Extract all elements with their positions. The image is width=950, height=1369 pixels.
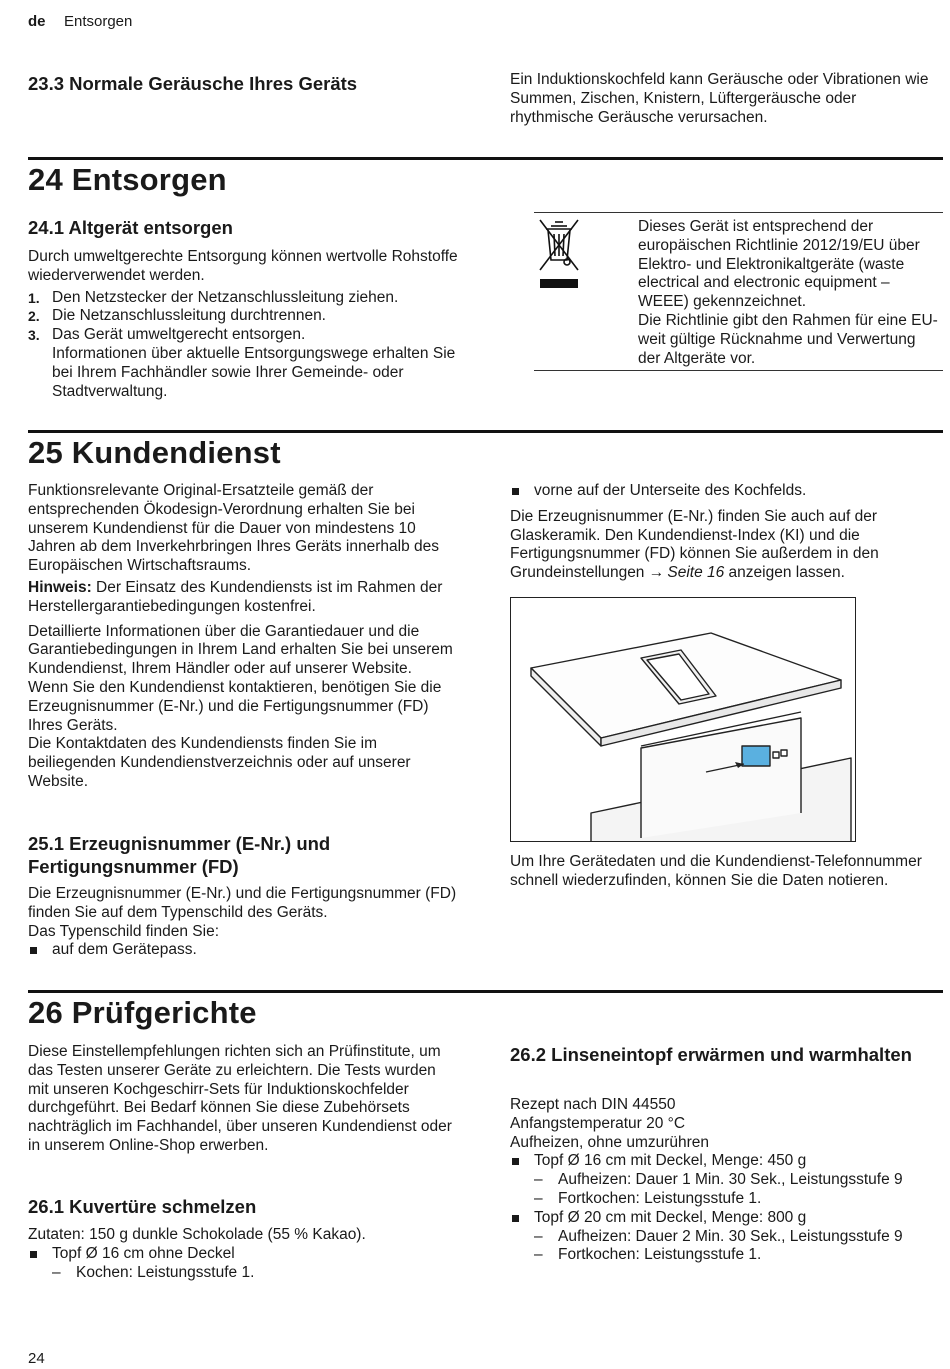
rating-plate-location-intro: Das Typenschild finden Sie: <box>28 922 219 940</box>
service-p1: Funktionsrelevante Original-Ersatzteile gemäß der entsprechenden Ökodesign-Verordnung erhalten Sie bei unserem Kundendienst für die Dauer von mindestens 10 Jahren ab dem Inverkehrbringen Ihres Geräts innerhalb des Europäischen Wirtschaftsraums. <box>28 482 439 575</box>
service-left-column <box>28 482 460 792</box>
rating-plate-text: Die Erzeugnisnummer (E-Nr.) und die Fertigungsnummer (FD) finden Sie auf dem Typenschild des Geräts. <box>28 885 457 921</box>
weee-text <box>638 218 938 368</box>
lentil-start-temp: Anfangstemperatur 20 °C <box>510 1114 686 1132</box>
disposal-intro: Durch umweltgerechte Entsorgung können wertvolle Rohstoffe wiederverwendet werden. <box>28 248 458 284</box>
section-25-1-heading: 25.1 Erzeugnisnummer (E-Nr.) und Fertigungsnummer (FD) <box>28 833 331 877</box>
header-language: de <box>28 13 46 30</box>
lentil-heating-note: Aufheizen, ohne umzurühren <box>510 1133 710 1151</box>
service-p4: Die Kontaktdaten des Kundendiensts finden Sie im beiliegenden Kundendienstverzeichnis oder auf unserer Website. <box>28 735 411 790</box>
link-arrow-icon: → <box>648 564 665 582</box>
list-item: – Fortkochen: Leistungsstufe 1. <box>510 1246 942 1265</box>
couverture-ingredients: Zutaten: 150 g dunkle Schokolade (55 % Kakao). <box>28 1226 366 1243</box>
chapter-24-heading: 24 Entsorgen <box>28 162 227 197</box>
section-26-1-heading: 26.1 Kuvertüre schmelzen <box>28 1196 257 1217</box>
section-24-1-body <box>28 248 458 401</box>
test-dishes-intro: Diese Einstellempfehlungen richten sich an Prüfinstitute, um das Testen unserer Geräte zu erleichtern. Die Tests wurden mit unseren Kochgeschirr-Sets für Induktionskochfelder durchgeführt. Bei Bedarf können Sie diese Zubehörsets nachträglich im Fachhandel, über unseren Kundendienst oder in unserem Online-Shop erwerben. <box>28 1043 452 1154</box>
page-header <box>28 13 132 31</box>
section-23-3-text: Ein Induktionskochfeld kann Geräusche oder Vibrationen wie Summen, Zischen, Knistern, Lüftergeräusche oder rhythmische Geräusche verursachen. <box>510 71 929 126</box>
e-number-text: Die Erzeugnisnummer (E-Nr.) finden Sie auch auf der Glaskeramik. Den Kundendienst-Index (KI) und die Fertigungsnummer (FD) können Sie außerdem in den Grundeinstellungen → Seite 16 anzeigen lassen. <box>510 507 879 582</box>
disposal-step: 2. Die Netzanschlussleitung durchtrennen. <box>28 307 326 325</box>
page-number: 24 <box>28 1350 45 1367</box>
chapter-25-rule <box>28 430 943 433</box>
list-item: Topf Ø 16 cm ohne Deckel – Kochen: Leistungsstufe 1. <box>28 1245 460 1283</box>
disposal-step: 1. Den Netzstecker der Netzanschlussleitung ziehen. <box>28 288 399 306</box>
list-item: – Fortkochen: Leistungsstufe 1. <box>510 1190 942 1209</box>
service-right-column <box>510 482 940 583</box>
lentil-list <box>510 1152 942 1265</box>
weee-text-2: Die Richtlinie gibt den Rahmen für eine EU-weit gültige Rücknahme und Verwertung der Altgeräte vor. <box>638 311 938 367</box>
section-26-2-body <box>510 1096 942 1265</box>
page-reference-link[interactable]: Seite 16 <box>667 564 725 582</box>
chapter-26-rule <box>28 990 943 993</box>
list-item: – Aufheizen: Dauer 2 Min. 30 Sek., Leistungsstufe 9 <box>510 1228 942 1247</box>
weee-text-1: Dieses Gerät ist entsprechend der europäischen Richtlinie 2012/19/EU über Elektro- und Elektronikaltgeräte (waste electrical and electronic equipment – WEEE) gekennzeichnet. <box>638 218 920 311</box>
cooktop-drawing <box>511 598 856 842</box>
couverture-list <box>28 1245 460 1283</box>
list-item: Topf Ø 20 cm mit Deckel, Menge: 800 g – Aufheizen: Dauer 2 Min. 30 Sek., Leistungsstufe 9 – Fortkochen: Leistungsstufe 1. <box>510 1209 942 1265</box>
lentil-recipe-line: Rezept nach DIN 44550 <box>510 1096 676 1113</box>
list-item: vorne auf der Unterseite des Kochfelds. <box>510 482 940 501</box>
section-26-1-body <box>28 1226 460 1282</box>
section-26-2-heading: 26.2 Linseneintopf erwärmen und warmhalten <box>510 1044 912 1065</box>
weee-top-rule <box>534 212 943 213</box>
header-title: Entsorgen <box>63 13 133 30</box>
section-25-1-body <box>28 885 460 960</box>
chapter-24-rule <box>28 157 943 160</box>
weee-crossed-bin-icon <box>534 216 584 292</box>
service-p2: Detaillierte Informationen über die Garantiedauer und die Garantiebedingungen in Ihrem Land erhalten Sie bei unserem Kundendienst, Ihrem Händler oder auf unserer Website. <box>28 622 453 678</box>
service-hint: Hinweis: Der Einsatz des Kundendiensts ist im Rahmen der Herstellergarantiebedingungen kostenfrei. <box>28 578 443 615</box>
section-23-3-heading: 23.3 Normale Geräusche Ihres Geräts <box>28 73 358 94</box>
service-p3: Wenn Sie den Kundendienst kontaktieren, benötigen Sie die Erzeugnisnummer (E-Nr.) und die Fertigungsnummer (FD) Ihres Geräts. <box>28 678 442 734</box>
section-24-1-heading: 24.1 Altgerät entsorgen <box>28 217 233 238</box>
disposal-step3-note: Informationen über aktuelle Entsorgungswege erhalten Sie bei Ihrem Fachhändler sowie Ihrer Gemeinde- oder Stadtverwaltung. <box>52 344 456 400</box>
disposal-steps <box>28 289 458 402</box>
list-item: – Kochen: Leistungsstufe 1. <box>28 1264 460 1283</box>
weee-bottom-rule <box>534 370 943 371</box>
chapter-26-heading: 26 Prüfgerichte <box>28 995 257 1030</box>
list-item: – Aufheizen: Dauer 1 Min. 30 Sek., Leistungsstufe 9 <box>510 1171 942 1190</box>
rating-plate-list-cont <box>510 482 940 501</box>
list-item: auf dem Gerätepass. <box>28 941 460 960</box>
rating-plate-list <box>28 941 460 960</box>
disposal-step: 3. Das Gerät umweltgerecht entsorgen. Informationen über aktuelle Entsorgungswege erhalten Sie bei Ihrem Fachhändler sowie Ihrer Gemeinde- oder Stadtverwaltung. <box>28 326 458 401</box>
chapter-25-heading: 25 Kundendienst <box>28 435 281 470</box>
note-data-text: Um Ihre Gerätedaten und die Kundendienst-Telefonnummer schnell wiederzufinden, können Sie die Daten notieren. <box>510 853 922 889</box>
list-item: Topf Ø 16 cm mit Deckel, Menge: 450 g – Aufheizen: Dauer 1 Min. 30 Sek., Leistungsstufe 9 – Fortkochen: Leistungsstufe 1. <box>510 1152 942 1208</box>
rating-plate-illustration <box>510 597 856 842</box>
